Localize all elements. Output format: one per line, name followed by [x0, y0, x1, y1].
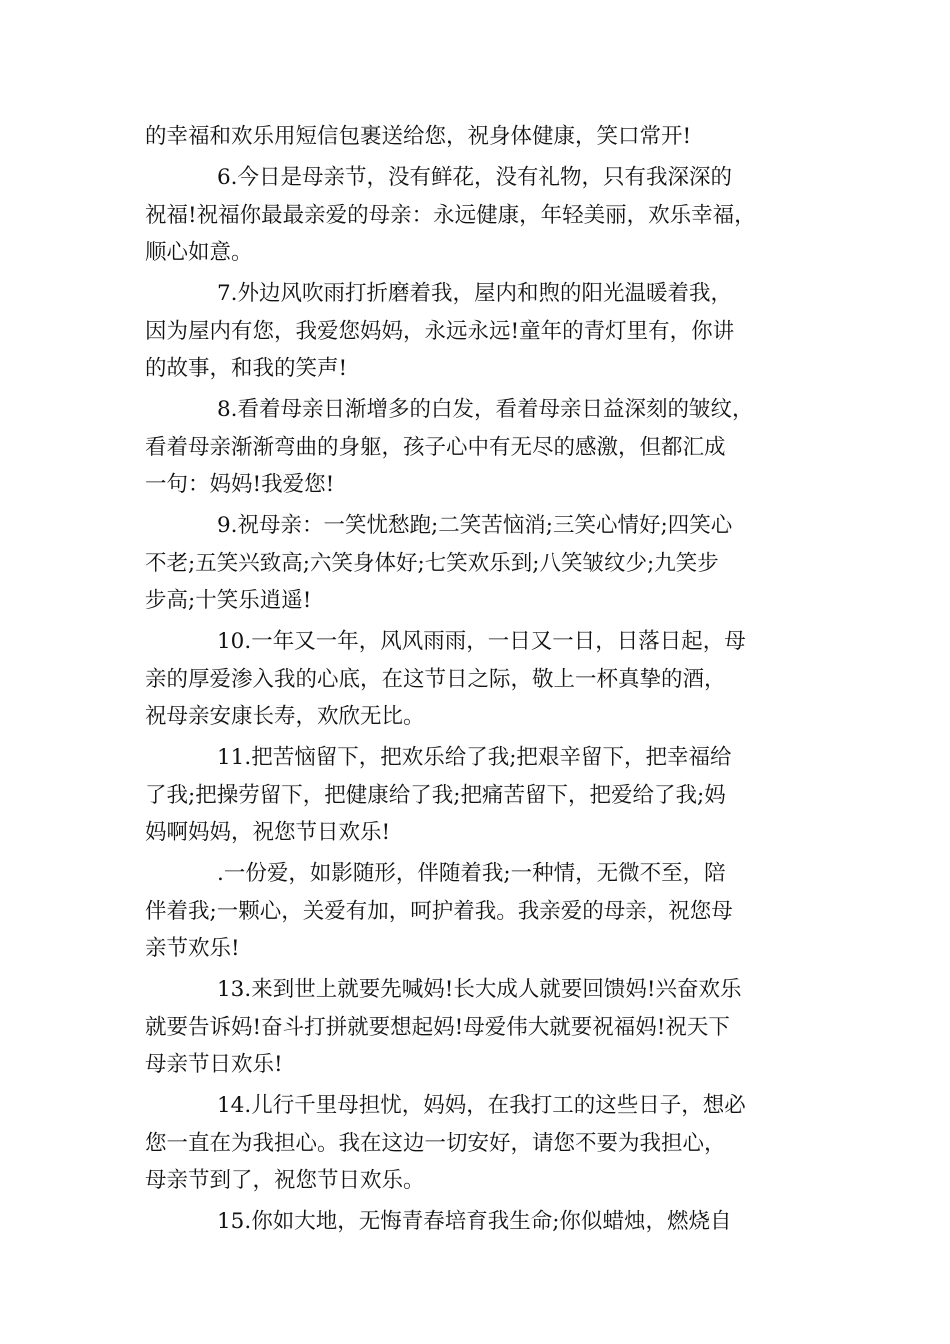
- paragraph-9: [145, 507, 815, 620]
- text-line: 就要告诉妈!奋斗打拼就要想起妈!母爱伟大就要祝福妈!祝天下: [145, 1014, 730, 1040]
- paragraph-5-continuation: [145, 118, 815, 156]
- text-line: 11.把苦恼留下，把欢乐给了我;把艰辛留下，把幸福给: [217, 745, 732, 770]
- text-line: 6.今日是母亲节，没有鲜花，没有礼物，只有我深深的: [217, 165, 733, 190]
- text-line: 不老;五笑兴致高;六笑身体好;七笑欢乐到;八笑皱纹少;九笑步: [145, 550, 719, 576]
- text-line: 8.看着母亲日渐增多的白发，看着母亲日益深刻的皱纹，: [217, 397, 754, 422]
- text-line: 的故事，和我的笑声!: [145, 356, 348, 381]
- paragraph-14: [145, 1087, 815, 1200]
- text-line: 9.祝母亲：一笑忧愁跑;二笑苦恼消;三笑心情好;四笑心: [217, 513, 733, 538]
- text-line: 15.你如大地，无悔青春培育我生命;你似蜡烛，燃烧自: [217, 1209, 732, 1234]
- text-line: 祝母亲安康长寿，欢欣无比。: [145, 704, 425, 729]
- text-line: 13.来到世上就要先喊妈!长大成人就要回馈妈!兴奋欢乐: [217, 977, 742, 1002]
- text-line: 因为屋内有您，我爱您妈妈，永远永远!童年的青灯里有，你讲: [145, 318, 735, 344]
- paragraph-7: [145, 275, 815, 388]
- text-line: 祝福!祝福你最最亲爱的母亲：永远健康，年轻美丽，欢乐幸福，: [145, 202, 756, 228]
- text-line: 14.儿行千里母担忧，妈妈，在我打工的这些日子，想必: [217, 1093, 746, 1118]
- text-line: 您一直在为我担心。我在这边一切安好，请您不要为我担心，: [145, 1130, 726, 1156]
- paragraph-15: [145, 1203, 815, 1241]
- paragraph-8: [145, 391, 815, 504]
- text-line: 母亲节到了，祝您节日欢乐。: [145, 1168, 425, 1193]
- text-line: 看着母亲渐渐弯曲的身躯，孩子心中有无尽的感激，但都汇成: [145, 434, 726, 460]
- text-line: 7.外边风吹雨打折磨着我，屋内和煦的阳光温暖着我，: [217, 281, 733, 306]
- text-line: 的幸福和欢乐用短信包裹送给您，祝身体健康，笑口常开!: [145, 124, 692, 149]
- text-line: 了我;把操劳留下，把健康给了我;把痛苦留下，把爱给了我;妈: [145, 782, 726, 808]
- text-line: 一句：妈妈!我爱您!: [145, 472, 335, 497]
- text-line: 伴着我;一颗心，关爱有加，呵护着我。我亲爱的母亲，祝您母: [145, 898, 733, 924]
- paragraph-12: [145, 855, 815, 968]
- paragraph-10: [145, 623, 815, 736]
- text-line: .一份爱，如影随形，伴随着我;一种情，无微不至，陪: [217, 861, 726, 886]
- text-line: 步高;十笑乐逍遥!: [145, 588, 312, 613]
- text-line: 亲节欢乐!: [145, 936, 240, 961]
- text-line: 10.一年又一年，风风雨雨，一日又一日，日落日起，母: [217, 629, 746, 654]
- paragraph-11: [145, 739, 815, 852]
- text-line: 妈啊妈妈，祝您节日欢乐!: [145, 820, 391, 845]
- paragraph-6: [145, 159, 815, 272]
- paragraph-13: [145, 971, 815, 1084]
- text-line: 母亲节日欢乐!: [145, 1052, 283, 1077]
- document-body: [145, 118, 815, 1244]
- text-line: 顺心如意。: [145, 240, 253, 265]
- text-line: 亲的厚爱渗入我的心底，在这节日之际，敬上一杯真挚的酒，: [145, 666, 726, 692]
